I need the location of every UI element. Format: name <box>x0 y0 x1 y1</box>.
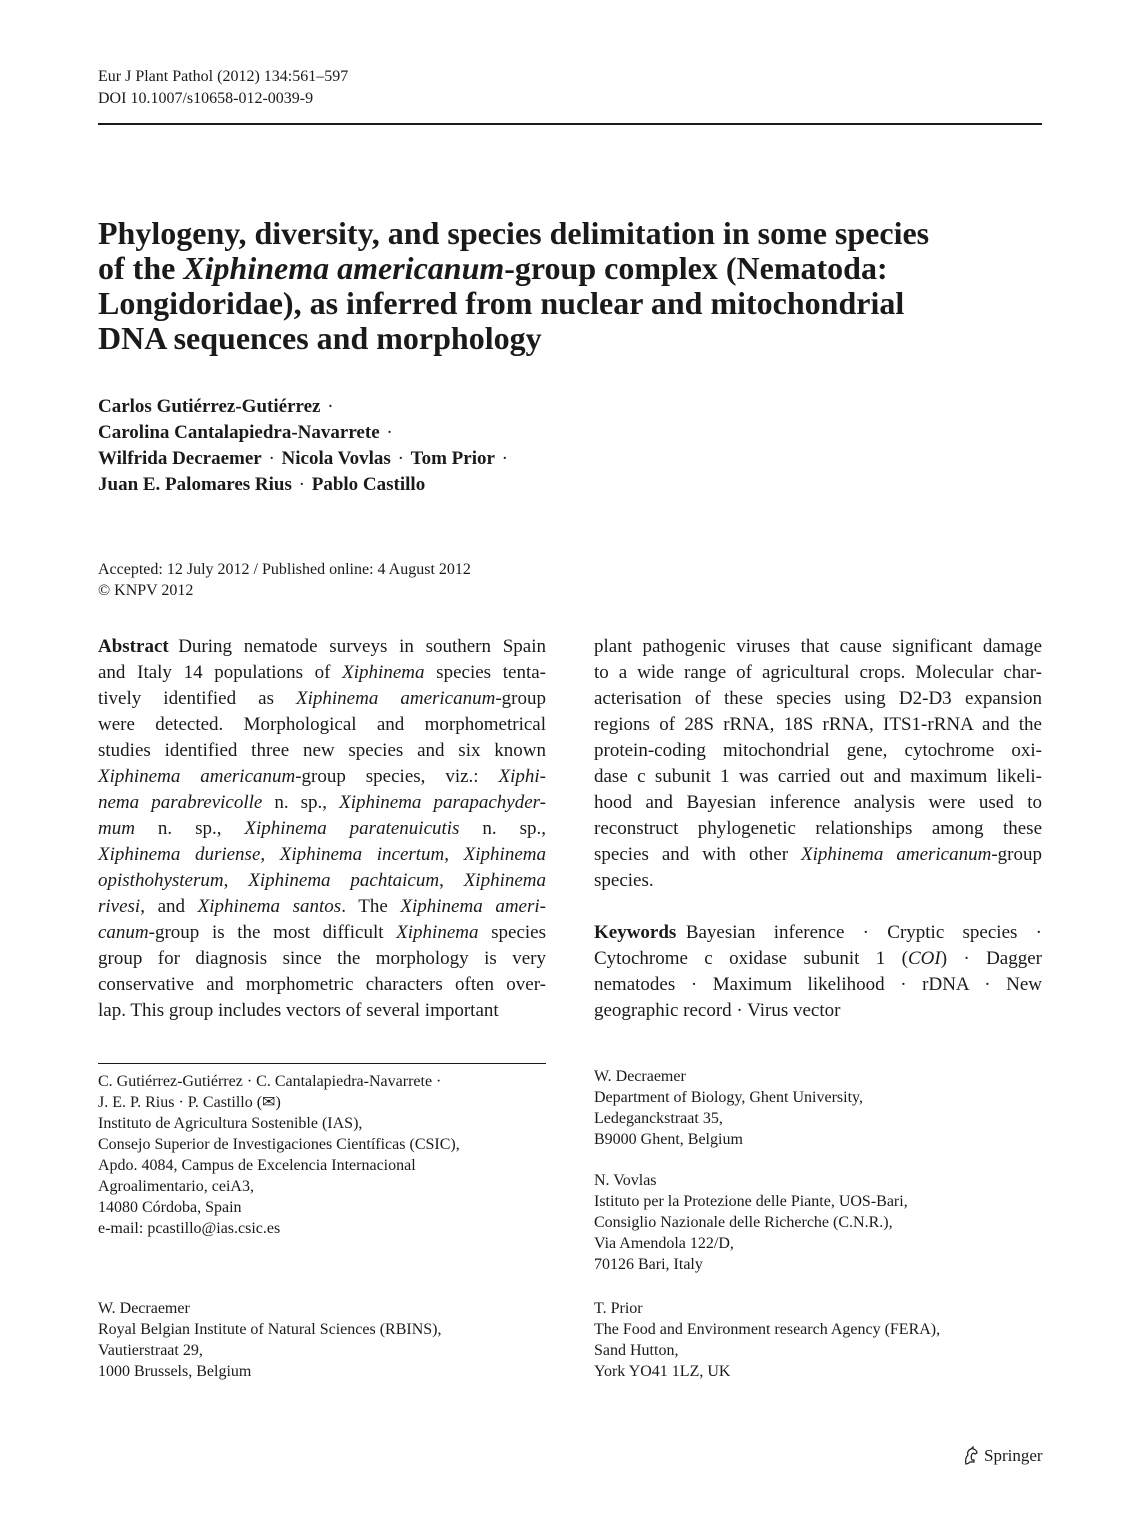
text-run: Xiphinema santos <box>197 896 342 917</box>
text-run: Xiphinema americanum <box>98 766 296 787</box>
affiliation-line: The Food and Environment research Agency (FERA), <box>594 1321 941 1338</box>
text-run: -group <box>495 688 546 709</box>
text-run: group for diagnosis since the morphology is very <box>98 948 546 969</box>
affiliation-line: B9000 Ghent, Belgium <box>594 1131 743 1148</box>
text-run: n. sp., <box>459 818 546 839</box>
author-line <box>98 472 510 498</box>
author-name: Carolina Cantalapiedra-Navarrete <box>98 422 380 443</box>
text-run: ) · Dagger <box>940 948 1042 969</box>
text-run: n. sp., <box>262 792 340 813</box>
text-line <box>98 868 546 894</box>
title-text: Longidoridae), as inferred from nuclear and mitochondrial <box>98 285 905 321</box>
text-run: opisthohysterum <box>98 870 224 891</box>
text-run: conservative and morphometric characters often over- <box>98 974 546 995</box>
text-line <box>98 946 546 972</box>
publisher-logo <box>962 1445 1043 1467</box>
affiliation-line: Department of Biology, Ghent University, <box>594 1089 863 1106</box>
keywords-label: Keywords <box>594 922 686 943</box>
text-run: . The <box>341 896 401 917</box>
author-name: Wilfrida Decraemer <box>98 448 262 469</box>
author-separator: · <box>293 474 310 495</box>
author-name: Carlos Gutiérrez-Gutiérrez <box>98 396 321 417</box>
affiliation-line: N. Vovlas <box>594 1172 657 1189</box>
title-text: Xiphinema americanum <box>183 250 505 286</box>
text-run: Xiphinema pachtaicum <box>248 870 440 891</box>
abstract-continued <box>594 634 1042 894</box>
text-run: were detected. Morphological and morphometrical <box>98 714 546 735</box>
text-run: -group species, viz.: <box>295 766 499 787</box>
title-text: DNA sequences and morphology <box>98 320 542 356</box>
text-line <box>98 764 546 790</box>
text-run: , <box>223 870 249 891</box>
affiliation-line: 1000 Brussels, Belgium <box>98 1363 252 1380</box>
text-line <box>98 998 546 1024</box>
text-line <box>594 868 1042 894</box>
accepted-date: Accepted: 12 July 2012 <box>98 561 250 578</box>
text-run: , <box>439 870 464 891</box>
text-run: During nematode surveys in southern Spain <box>178 636 546 657</box>
author-line <box>98 420 510 446</box>
affiliation-line: 70126 Bari, Italy <box>594 1256 703 1273</box>
affiliation-line: Via Amendola 122/D, <box>594 1235 734 1252</box>
text-run: COI <box>907 948 941 969</box>
publication-dates: Accepted: 12 July 2012 / Published online: 4 August 2012 © KNPV 2012 <box>98 561 471 599</box>
affiliation-line: Consejo Superior de Investigaciones Científicas (CSIC), <box>98 1136 460 1153</box>
text-run: to a wide range of agricultural crops. Molecular char- <box>594 662 1042 683</box>
text-line <box>98 816 546 842</box>
text-line <box>98 634 546 660</box>
title-text: Phylogeny, diversity, and species delimitation in some species <box>98 215 930 251</box>
affiliation-line: T. Prior <box>594 1300 643 1317</box>
copyright: © KNPV 2012 <box>98 582 194 599</box>
text-line <box>98 660 546 686</box>
text-run: geographic record · Virus vector <box>594 1000 841 1021</box>
text-run: species <box>478 922 546 943</box>
text-run: Xiphinema <box>342 662 425 683</box>
affiliation-line: Vautierstraat 29, <box>98 1342 203 1359</box>
text-run: , and <box>140 896 198 917</box>
journal-header <box>98 66 348 110</box>
author-separator: · <box>322 396 334 417</box>
affiliation-line: e-mail: pcastillo@ias.csic.es <box>98 1220 281 1237</box>
author-line <box>98 446 510 472</box>
text-run: plant pathogenic viruses that cause significant damage <box>594 636 1042 657</box>
affiliation-line: C. Gutiérrez-Gutiérrez · C. Cantalapiedra-Navarrete · <box>98 1073 442 1090</box>
abstract-left-column <box>98 634 546 1024</box>
text-line <box>98 712 546 738</box>
title-line <box>98 216 1018 251</box>
text-line <box>98 972 546 998</box>
text-line <box>594 790 1042 816</box>
text-run: mum <box>98 818 135 839</box>
author-line <box>98 394 510 420</box>
text-line <box>98 790 546 816</box>
affiliation-line: Instituto de Agricultura Sostenible (IAS), <box>98 1115 363 1132</box>
affiliation-line: Agroalimentario, ceiA3, <box>98 1178 254 1195</box>
title-text: of the <box>98 250 184 286</box>
text-line <box>98 920 546 946</box>
text-run: Xiphinema <box>396 922 479 943</box>
text-line <box>98 738 546 764</box>
title-line <box>98 251 1018 286</box>
title-text: -group complex (Nematoda: <box>504 250 888 286</box>
text-run: canum <box>98 922 149 943</box>
text-line <box>594 686 1042 712</box>
header-rule <box>98 123 1042 125</box>
text-line <box>594 660 1042 686</box>
text-run: Xiphinema <box>463 844 546 865</box>
text-line <box>594 712 1042 738</box>
affiliation-rule <box>98 1063 546 1064</box>
author-list <box>98 394 510 498</box>
author-separator: · <box>496 448 508 469</box>
text-run: Xiphinema americanum <box>296 688 496 709</box>
text-run: acterisation of these species using D2-D3 expansion <box>594 688 1042 709</box>
text-run: nematodes · Maximum likelihood · rDNA · New <box>594 974 1042 995</box>
author-name: Pablo Castillo <box>311 474 426 495</box>
text-run: Xiphinema ameri- <box>400 896 546 917</box>
affiliation-line: Ledeganckstraat 35, <box>594 1110 723 1127</box>
text-run: -group is the most difficult <box>148 922 397 943</box>
text-line <box>98 894 546 920</box>
text-run: Xiphinema duriense <box>98 844 261 865</box>
title-line <box>98 321 1018 356</box>
text-line <box>594 946 1042 972</box>
text-line <box>98 842 546 868</box>
author-name: Juan E. Palomares Rius <box>98 474 292 495</box>
publisher-name: Springer <box>984 1446 1043 1465</box>
text-run: studies identified three new species and six known <box>98 740 546 761</box>
affiliation-line: York YO41 1LZ, UK <box>594 1363 731 1380</box>
springer-horse-icon <box>962 1446 980 1466</box>
text-line <box>594 764 1042 790</box>
text-run: and Italy 14 populations of <box>98 662 343 683</box>
abstract-label: Abstract <box>98 636 179 657</box>
affiliation-line: Consiglio Nazionale delle Richerche (C.N.R.), <box>594 1214 893 1231</box>
text-run: regions of 28S rRNA, 18S rRNA, ITS1-rRNA and the <box>594 714 1042 735</box>
affiliation-line: Royal Belgian Institute of Natural Sciences (RBINS), <box>98 1321 442 1338</box>
text-line <box>594 972 1042 998</box>
abstract-right-column <box>594 634 1042 1024</box>
text-run: Xiphinema incertum <box>279 844 445 865</box>
paper-title <box>98 216 1018 356</box>
text-run: tively identified as <box>98 688 296 709</box>
affiliation-line: Apdo. 4084, Campus de Excelencia Internacional <box>98 1157 416 1174</box>
text-run: Xiphi- <box>498 766 546 787</box>
text-run: Xiphinema americanum <box>801 844 992 865</box>
text-run: protein-coding mitochondrial gene, cytochrome oxi- <box>594 740 1042 761</box>
text-line <box>594 920 1042 946</box>
affiliation-line: Istituto per la Protezione delle Piante, UOS-Bari, <box>594 1193 908 1210</box>
affiliation-ias-csic <box>98 1071 460 1239</box>
text-run: species tenta- <box>424 662 546 683</box>
text-run: rivesi <box>98 896 141 917</box>
affiliation-fera <box>594 1298 940 1382</box>
text-run: lap. This group includes vectors of several important <box>98 1000 499 1021</box>
text-run: Bayesian inference · Cryptic species · <box>685 922 1042 943</box>
text-run: Cytochrome c oxidase subunit 1 ( <box>594 948 908 969</box>
affiliation-line: 14080 Córdoba, Spain <box>98 1199 242 1216</box>
text-line <box>594 998 1042 1024</box>
text-run: nema parabrevicolle <box>98 792 263 813</box>
text-run: n. sp., <box>134 818 245 839</box>
author-separator: · <box>381 422 393 443</box>
text-run: Xiphinema parapachyder- <box>339 792 546 813</box>
journal-citation: Eur J Plant Pathol (2012) 134:561–597 <box>98 68 349 85</box>
text-run: species. <box>594 870 654 891</box>
author-name: Nicola Vovlas <box>281 448 391 469</box>
affiliation-ghent <box>594 1066 863 1150</box>
keywords-block <box>594 920 1042 1024</box>
affiliation-cnr-bari <box>594 1170 908 1275</box>
text-line <box>594 634 1042 660</box>
text-line <box>594 738 1042 764</box>
affiliation-rbins <box>98 1298 441 1382</box>
title-line <box>98 286 1018 321</box>
published-date: Published online: 4 August 2012 <box>261 561 471 578</box>
affiliation-line: W. Decraemer <box>594 1068 686 1085</box>
author-separator: · <box>392 448 409 469</box>
author-separator: · <box>263 448 280 469</box>
journal-doi: DOI 10.1007/s10658-012-0039-9 <box>98 90 314 107</box>
text-line <box>594 816 1042 842</box>
text-line <box>98 686 546 712</box>
text-run: Xiphinema paratenuicutis <box>244 818 460 839</box>
text-run: species and with other <box>594 844 802 865</box>
affiliation-line: J. E. P. Rius · P. Castillo (✉) <box>98 1094 281 1111</box>
text-run: Xiphinema <box>463 870 547 891</box>
text-run: , <box>444 844 464 865</box>
author-name: Tom Prior <box>410 448 495 469</box>
affiliation-line: Sand Hutton, <box>594 1342 679 1359</box>
text-run: dase c subunit 1 was carried out and maximum likeli- <box>594 766 1042 787</box>
text-run: , <box>260 844 280 865</box>
text-run: reconstruct phylogenetic relationships among these <box>594 818 1042 839</box>
affiliation-line: W. Decraemer <box>98 1300 190 1317</box>
text-run: -group <box>991 844 1042 865</box>
text-run: hood and Bayesian inference analysis were used to <box>594 792 1042 813</box>
text-line <box>594 842 1042 868</box>
